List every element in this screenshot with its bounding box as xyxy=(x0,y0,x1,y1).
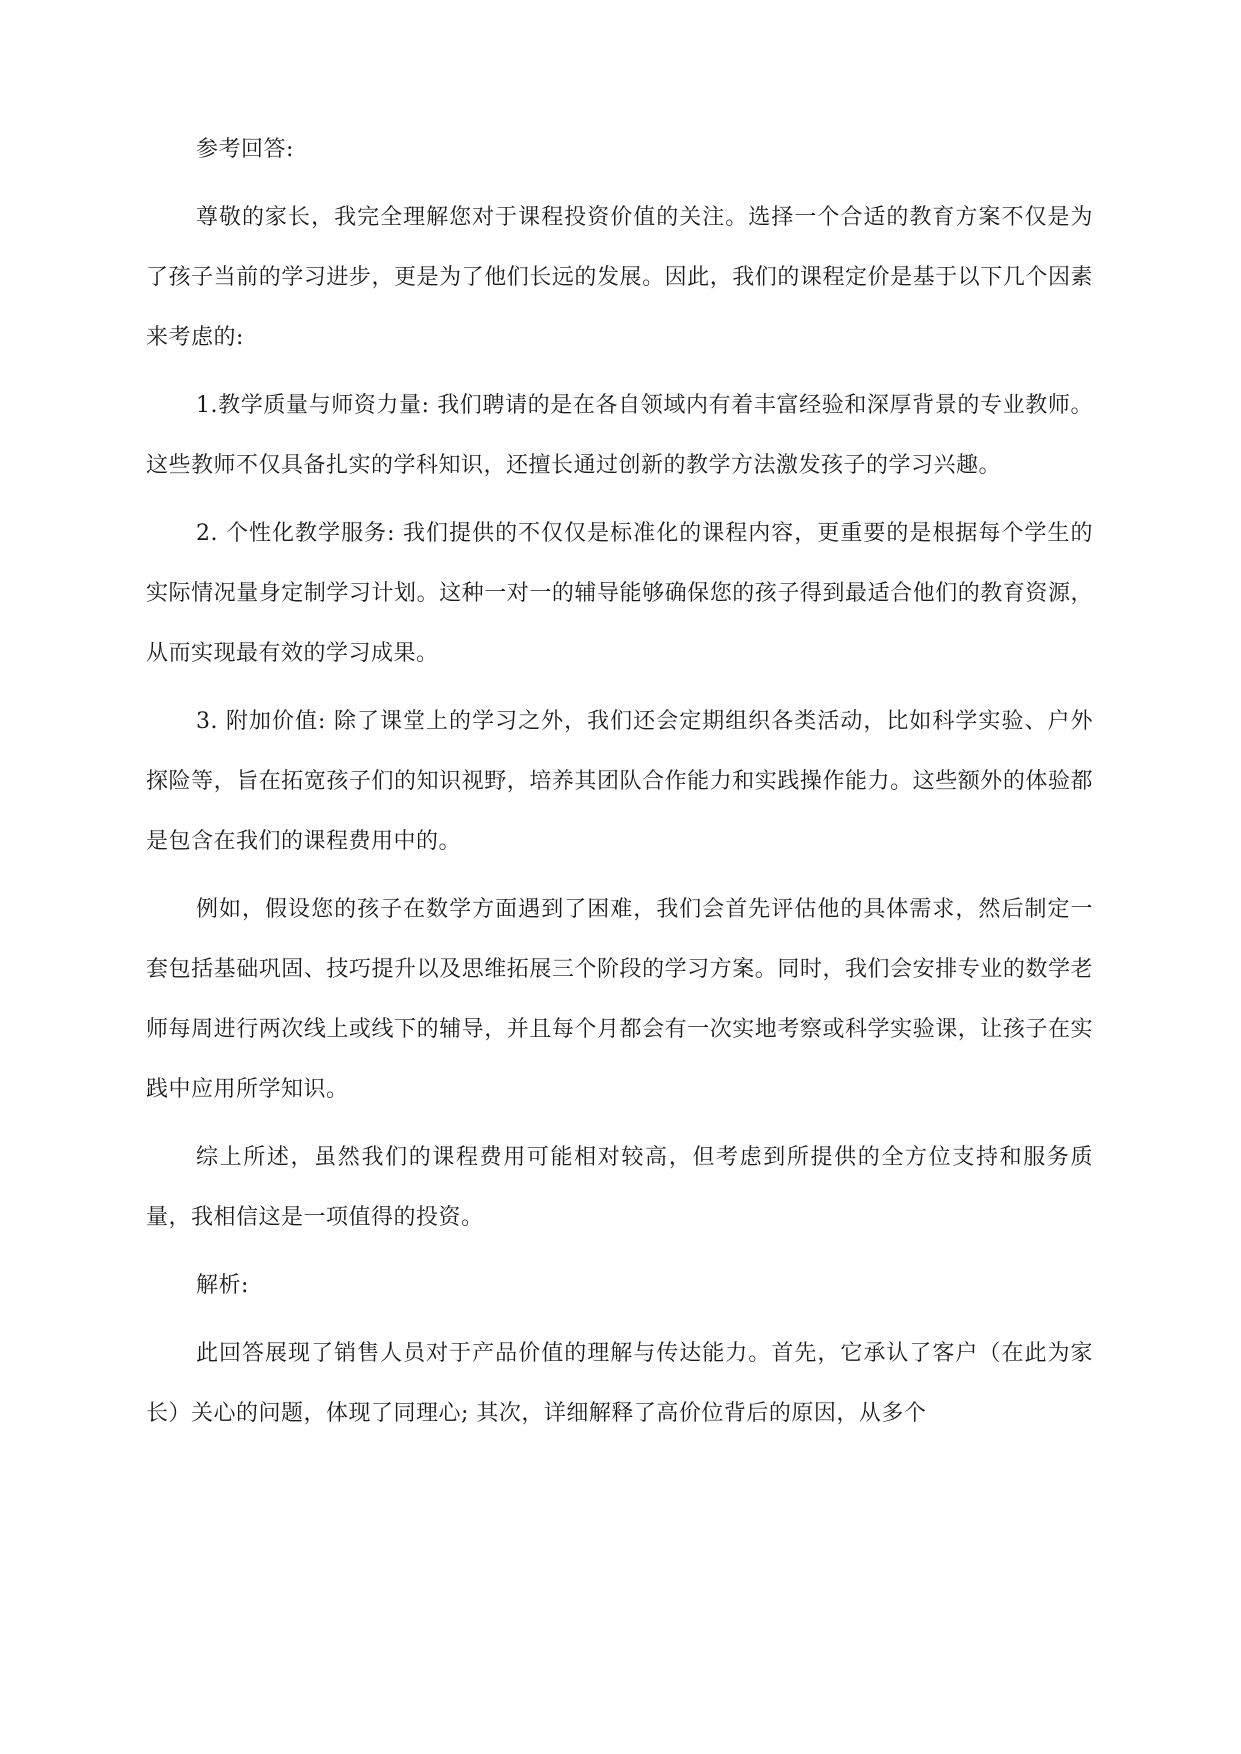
answer-heading: 参考回答: xyxy=(196,137,294,162)
summary-paragraph: 综上所述，虽然我们的课程费用可能相对较高，但考虑到所提供的全方位支持和服务质量，我相信这是一项值得的投资。 xyxy=(146,1145,1093,1230)
analysis-paragraph: 此回答展现了销售人员对于产品价值的理解与传达能力。首先，它承认了客户（在此为家长）关心的问题，体现了同理心; 其次，详细解释了高价位背后的原因，从多个 xyxy=(146,1341,1093,1426)
document-page xyxy=(146,120,1093,1452)
intro-paragraph: 尊敬的家长，我完全理解您对于课程投资价值的关注。选择一个合适的教育方案不仅是为了孩子当前的学习进步，更是为了他们长远的发展。因此，我们的课程定价是基于以下几个因素来考虑的: xyxy=(146,205,1093,350)
point-1-paragraph: 1.教学质量与师资力量: 我们聘请的是在各自领域内有着丰富经验和深厚背景的专业教师。这些教师不仅具备扎实的学科知识，还擅长通过创新的教学方法激发孩子的学习兴趣。 xyxy=(146,393,1093,478)
point-3-paragraph: 3. 附加价值: 除了课堂上的学习之外，我们还会定期组织各类活动，比如科学实验、户外探险等，旨在拓宽孩子们的知识视野，培养其团队合作能力和实践操作能力。这些额外的体验都是包含在我们的课程费用中的。 xyxy=(146,709,1093,854)
point-2-paragraph: 2. 个性化教学服务: 我们提供的不仅仅是标准化的课程内容，更重要的是根据每个学生的实际情况量身定制学习计划。这种一对一的辅导能够确保您的孩子得到最适合他们的教育资源，从而实现最有效的学习成果。 xyxy=(146,521,1093,666)
analysis-heading: 解析: xyxy=(196,1273,249,1298)
example-paragraph: 例如，假设您的孩子在数学方面遇到了困难，我们会首先评估他的具体需求，然后制定一套包括基础巩固、技巧提升以及思维拓展三个阶段的学习方案。同时，我们会安排专业的数学老师每周进行两次线上或线下的辅导，并且每个月都会有一次实地考察或科学实验课，让孩子在实践中应用所学知识。 xyxy=(146,897,1093,1102)
